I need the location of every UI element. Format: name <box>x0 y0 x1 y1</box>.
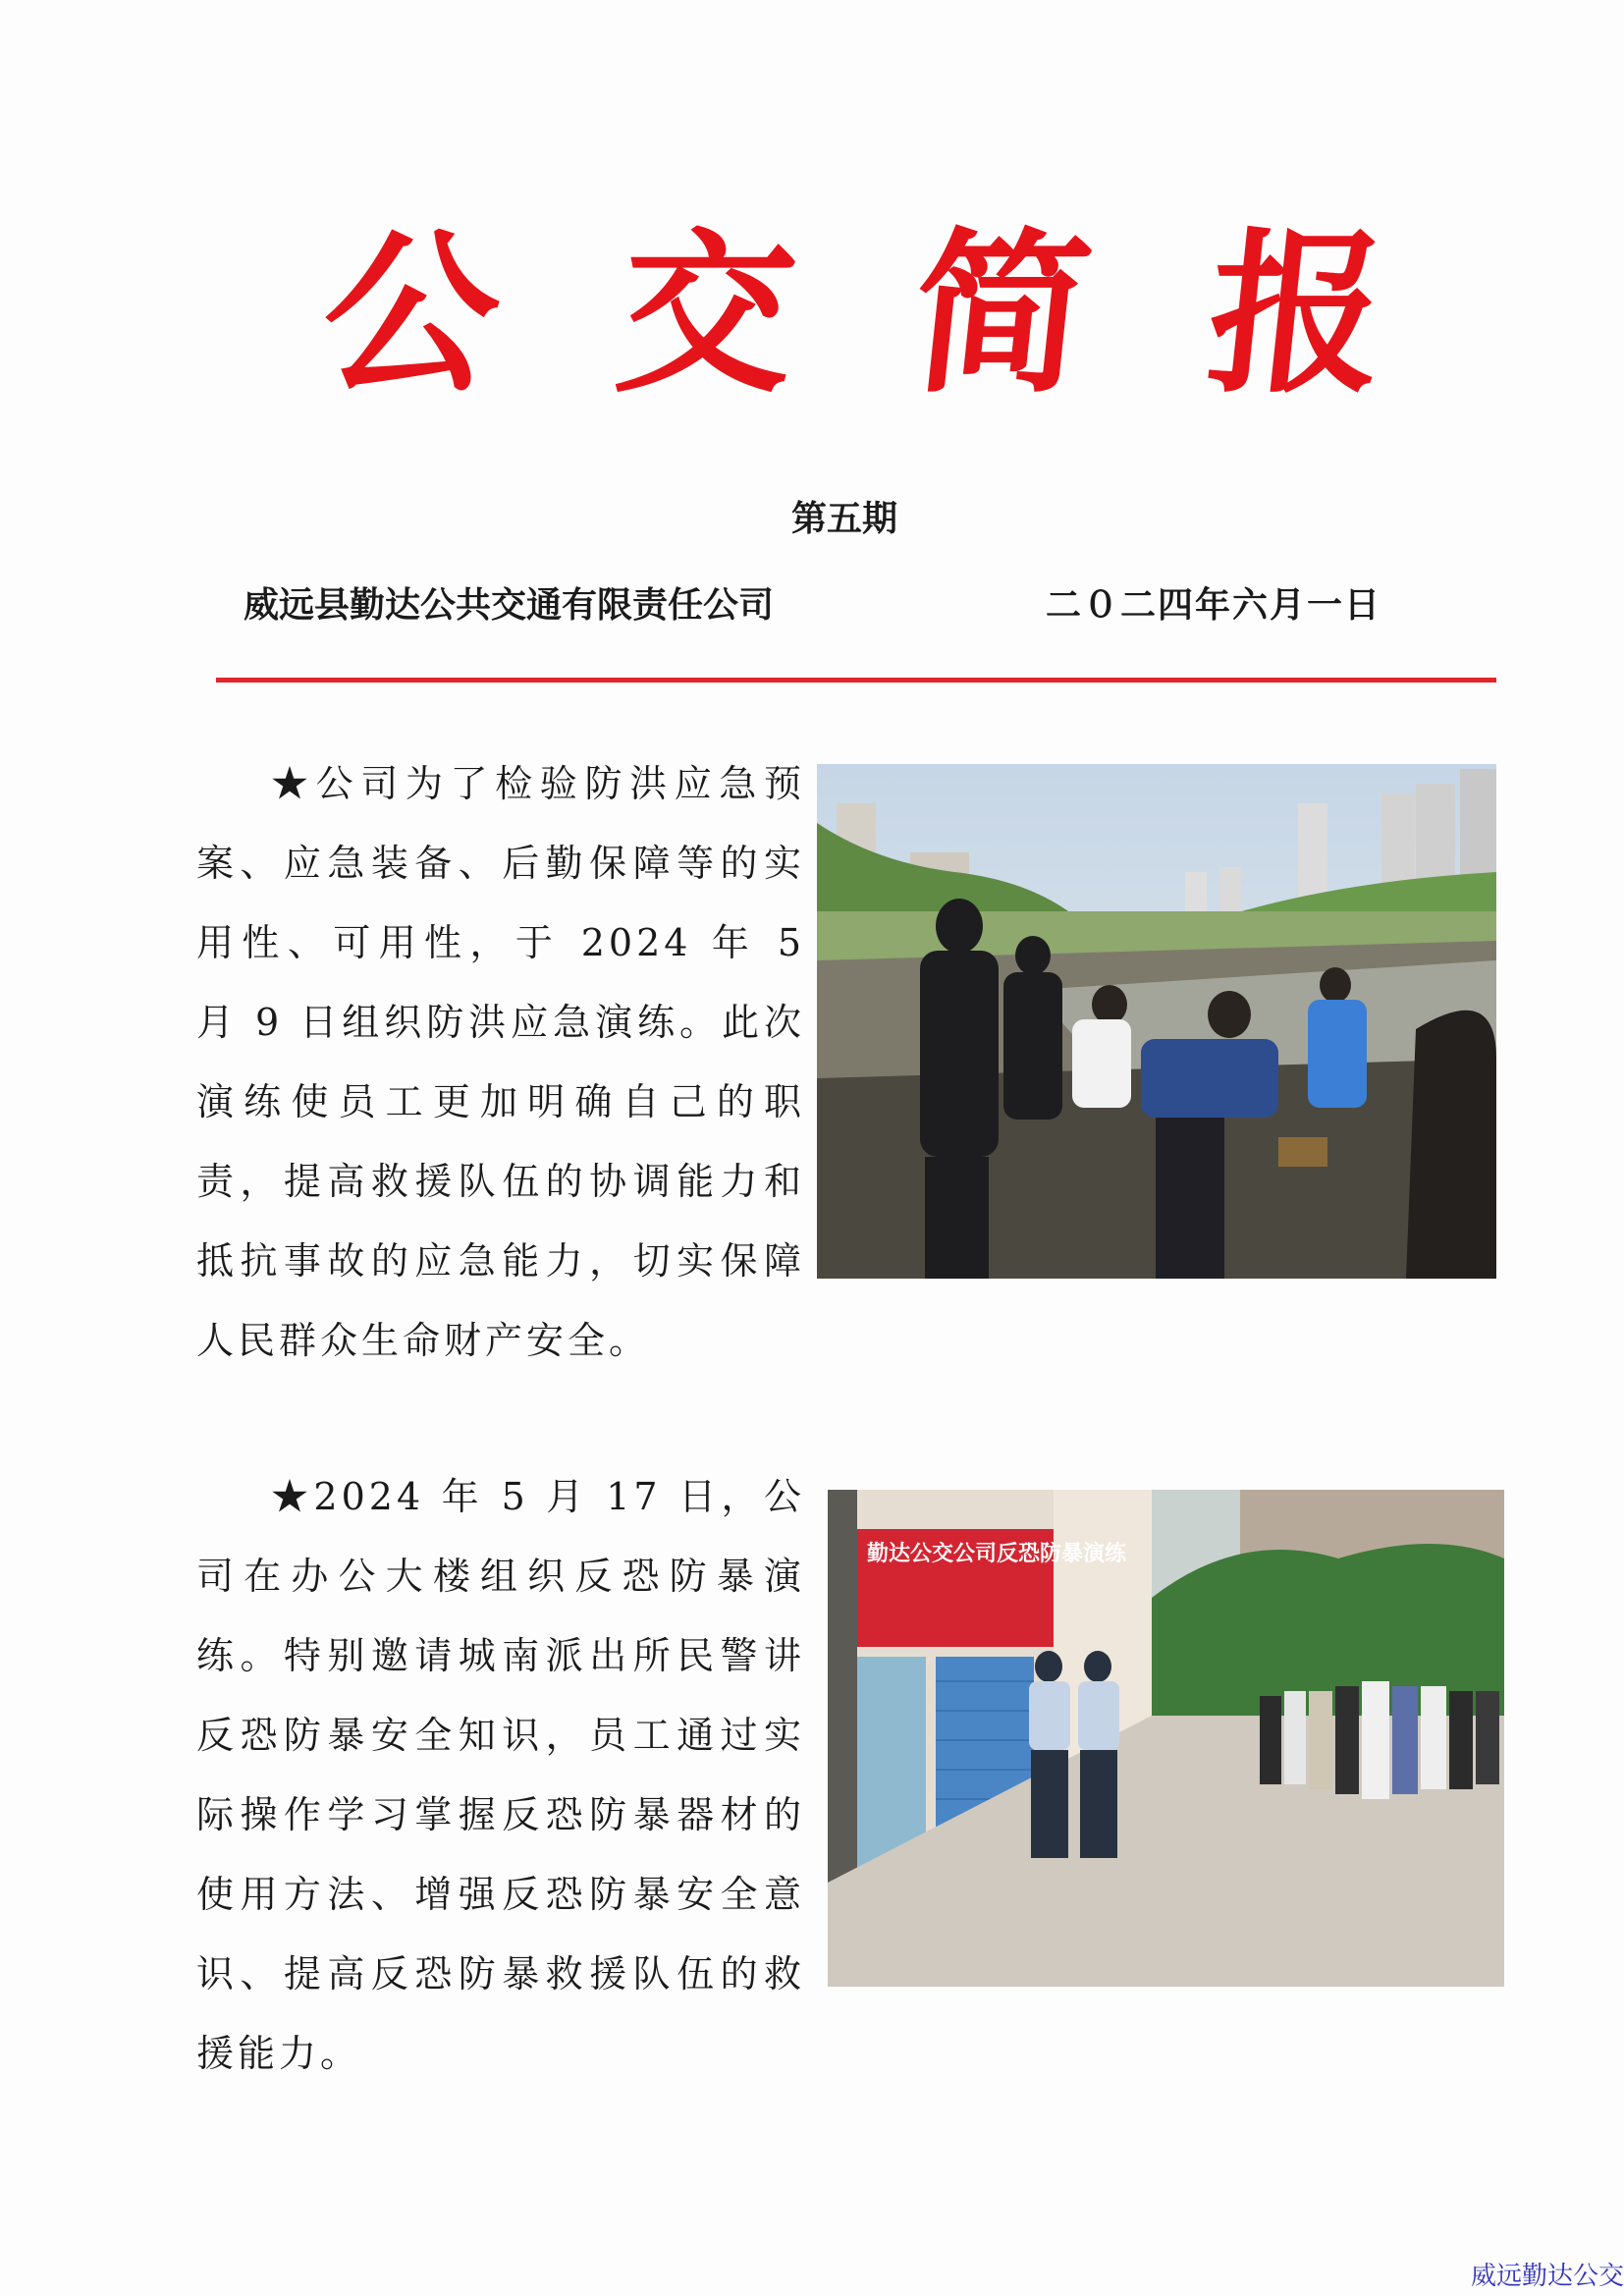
masthead-char: 简 <box>903 211 1101 416</box>
issue-number: 第五期 <box>790 499 897 539</box>
masthead-char: 公 <box>313 211 511 416</box>
company-name: 威远县勤达公共交通有限责任公司 <box>244 585 775 626</box>
anti-terror-drill-photo <box>828 1490 1504 1987</box>
article-flood-drill <box>196 744 805 1381</box>
article-anti-terror-drill <box>196 1457 805 2094</box>
article-text: ★2024 年 5 月 17 日，公司在办公大楼组织反恐防暴演练。特别邀请城南派出所民警讲反恐防暴安全知识，员工通过实际操作学习掌握反恐防暴器材的使用方法、增强反恐防暴安全意识、提高反恐防暴救援队伍的救援能力。 <box>196 1475 805 2075</box>
flood-drill-photo <box>817 764 1496 1279</box>
masthead-char: 报 <box>1199 211 1396 416</box>
banner-text: 勤达公交公司反恐防暴演练 <box>867 1542 1127 1566</box>
issue-date: 二０二四年六月一日 <box>1046 585 1382 626</box>
header-divider <box>216 678 1496 683</box>
masthead-title <box>313 206 1396 422</box>
watermark-text: 威远勤达公交 <box>1470 2262 1624 2291</box>
masthead-char: 交 <box>608 211 805 416</box>
article-text: ★公司为了检验防洪应急预案、应急装备、后勤保障等的实用性、可用性，于 2024 年 5 月 9 日组织防洪应急演练。此次演练使员工更加明确自己的职责，提高救援队伍的协调能力和抵抗事故的应急能力，切实保障人民群众生命财产安全。 <box>196 762 805 1362</box>
